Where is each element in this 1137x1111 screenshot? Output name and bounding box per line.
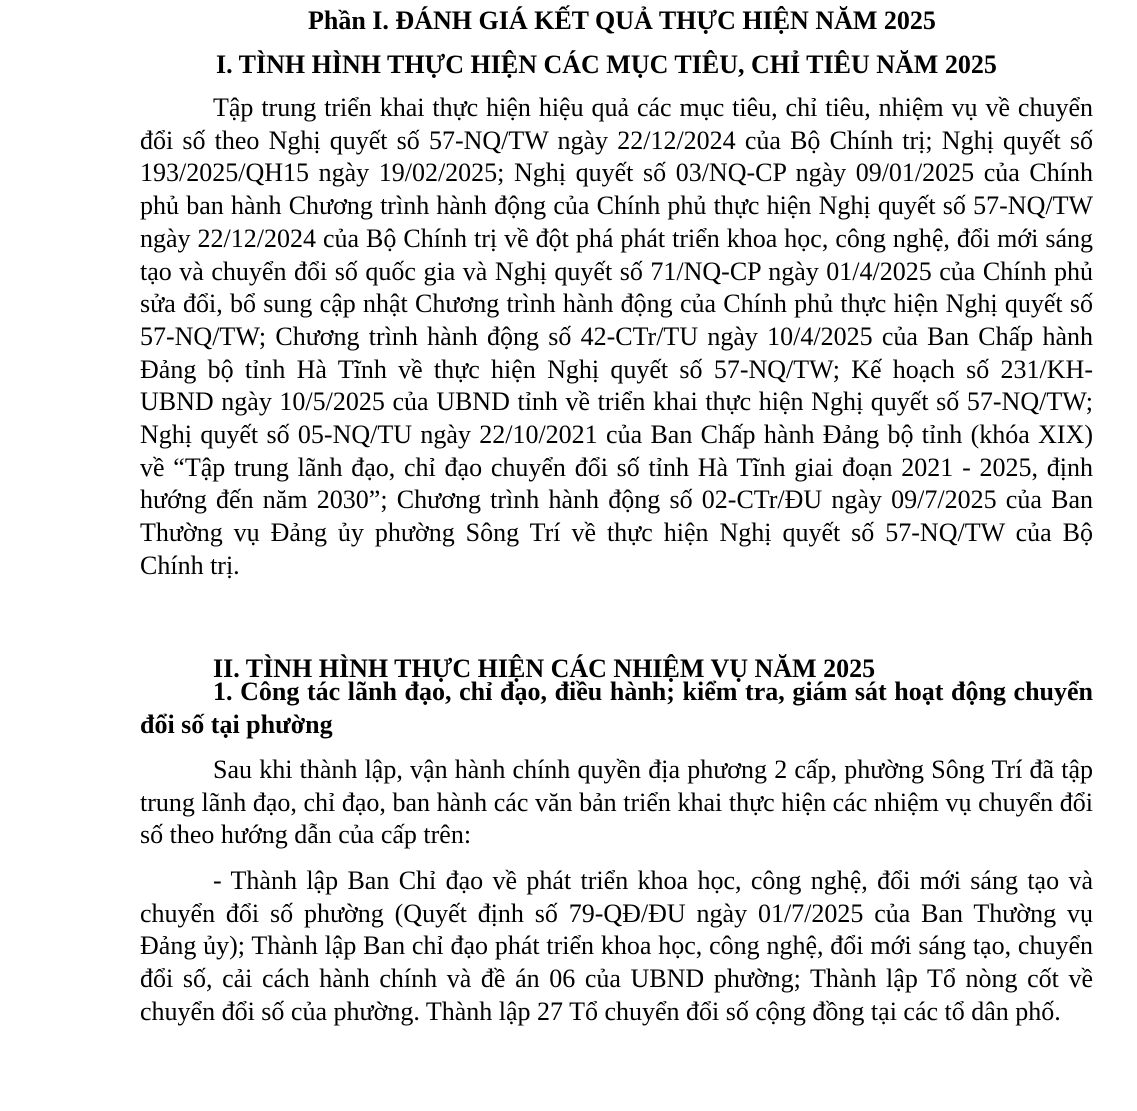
subsection-1-title: 1. Công tác lãnh đạo, chỉ đạo, điều hành; kiểm tra, giám sát hoạt động chuyển đổi số tại phường: [140, 677, 1093, 739]
section-1-title: I. TÌNH HÌNH THỰC HIỆN CÁC MỤC TIÊU, CHỈ TIÊU NĂM 2025: [216, 50, 997, 79]
part-title: Phần I. ĐÁNH GIÁ KẾT QUẢ THỰC HIỆN NĂM 2025: [308, 6, 936, 35]
paragraph-2: Sau khi thành lập, vận hành chính quyền địa phương 2 cấp, phường Sông Trí đã tập trung lãnh đạo, chỉ đạo, ban hành các văn bản triển khai thực hiện các nhiệm vụ chuyển đổi số theo hướng dẫn của cấp trên:: [140, 755, 1093, 850]
paragraph-1: Tập trung triển khai thực hiện hiệu quả các mục tiêu, chỉ tiêu, nhiệm vụ về chuyển đổi số theo Nghị quyết số 57-NQ/TW ngày 22/12/2024 của Bộ Chính trị; Nghị quyết số 193/2025/QH15 ngày 19/02/2025; Nghị quyết số 03/NQ-CP ngày 09/01/2025 của Chính phủ ban hành Chương trình hành động của Chính phủ thực hiện Nghị quyết số 57-NQ/TW ngày 22/12/2024 của Bộ Chính trị về đột phá phát triển khoa học, công nghệ, đổi mới sáng tạo và chuyển đổi số quốc gia và Nghị quyết số 71/NQ-CP ngày 01/4/2025 của Chính phủ sửa đổi, bổ sung cập nhật Chương trình hành động của Chính phủ thực hiện Nghị quyết số 57-NQ/TW; Chương trình hành động số 42-CTr/TU ngày 10/4/2025 của Ban Chấp hành Đảng bộ tỉnh Hà Tĩnh về thực hiện Nghị quyết số 57-NQ/TW; Kế hoạch số 231/KH-UBND ngày 10/5/2025 của UBND tỉnh về triển khai thực hiện Nghị quyết số 57-NQ/TW; Nghị quyết số 05-NQ/TU ngày 22/10/2021 của Ban Chấp hành Đảng bộ tỉnh (khóa XIX) về “Tập trung lãnh đạo, chỉ đạo chuyển đổi số tỉnh Hà Tĩnh giai đoạn 2021 - 2025, định hướng đến năm 2030”; Chương trình hành động số 02-CTr/ĐU ngày 09/7/2025 của Ban Thường vụ Đảng ủy phường Sông Trí về thực hiện Nghị quyết số 57-NQ/TW của Bộ Chính trị.: [140, 93, 1093, 580]
paragraph-3: - Thành lập Ban Chỉ đạo về phát triển khoa học, công nghệ, đổi mới sáng tạo và chuyển đổi số phường (Quyết định số 79-QĐ/ĐU ngày 01/7/2025 của Ban Thường vụ Đảng ủy); Thành lập Ban chỉ đạo phát triển khoa học, công nghệ, đổi mới sáng tạo, chuyển đổi số, cải cách hành chính và đề án 06 của UBND phường; Thành lập Tổ nòng cốt về chuyển đổi số của phường. Thành lập 27 Tổ chuyển đổi số cộng đồng tại các tổ dân phố.: [140, 866, 1093, 1026]
section-2-title: II. TÌNH HÌNH THỰC HIỆN CÁC NHIỆM VỤ NĂM 2025: [213, 653, 876, 683]
